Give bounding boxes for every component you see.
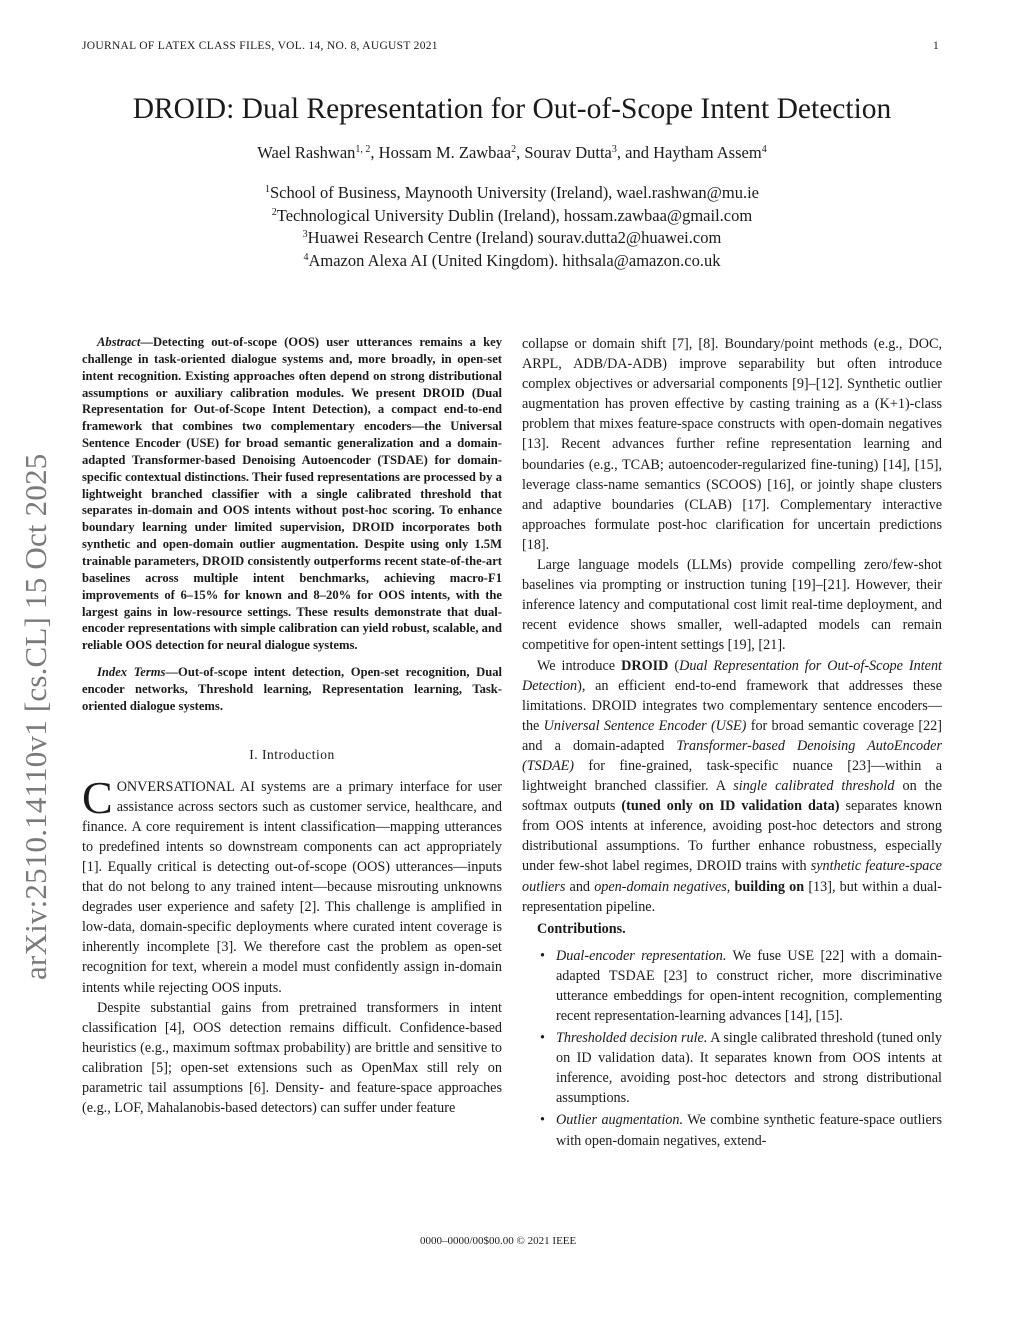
list-item: • Dual-encoder representation. We fuse USE [22] with a domain-adapted TSDAE [23] to construct richer, more discriminative utterance embeddings for open-intent recognition, complementing recent representation-learning advances [14], [15]. xyxy=(556,946,942,1026)
affiliation-num: 1 xyxy=(264,184,270,195)
list-item: • Thresholded decision rule. A single calibrated threshold (tuned only on ID validation data). It separates known from OOS intents at inference, avoiding post-hoc detectors and strong distributional assumptions. xyxy=(556,1028,942,1108)
right-column xyxy=(522,334,942,1153)
affiliation-text: Amazon Alexa AI (United Kingdom). hithsala@amazon.co.uk xyxy=(308,250,721,270)
intro-paragraph-2: Despite substantial gains from pretrained transformers in intent classification [4], OOS detection remains difficult. Confidence-based heuristics (e.g., maximum softmax probability) are brittle and sensitive to calibration [5]; open-set extensions such as OpenMax still rely on parametric tail assumptions [6]. Density- and feature-space approaches (e.g., LOF, Mahalanobis-based detectors) can suffer under feature xyxy=(82,999,502,1117)
affiliation-text: Technological University Dublin (Ireland), hossam.zawbaa@gmail.com xyxy=(276,205,753,225)
abstract-label: Abstract xyxy=(97,335,141,349)
contributions-list xyxy=(522,946,942,1151)
contributions-heading: Contributions. xyxy=(537,920,626,937)
drop-cap: C xyxy=(82,771,113,823)
author-sup: 4 xyxy=(761,144,767,155)
right-paragraph-2: Large language models (LLMs) provide compelling zero/few-shot baselines via prompting or instruction tuning [19]–[21]. However, their inference latency and computational cost limit real-time deployment, and recent evidence shows smaller, well-adapted models can remain competitive for open-intent settings [19], [21]. xyxy=(522,557,942,654)
affiliation-num: 2 xyxy=(271,206,277,218)
abstract-text: —Detecting out-of-scope (OOS) user utterances remains a key challenge in task-oriented dialogue systems and, more broadly, in open-set intent recognition. Existing approaches often depend on strong distributional assumptions or auxiliary calibration modules. We present DROID (Dual Representation for Out-of-Scope Intent Detection), a compact end-to-end framework that combines two complementary encoders—the Universal Sentence Encoder (USE) for broad semantic generalization and a domain-adapted Transformer-based Denoising Autoencoder (TSDAE) for domain-specific contextual distinctions. Their fused representations are processed by a lightweight branched classifier with a single calibrated threshold that separates in-domain and OOS intents without post-hoc scoring. To enhance boundary learning under limited supervision, DROID incorporates both synthetic and open-domain outlier augmentation. Despite using only 1.5M trainable parameters, DROID consistently outperforms recent state-of-the-art baselines across multiple intent benchmarks, achieving macro-F1 improvements of 6–15% for known and 8–20% for OOS intents, with the largest gains in low-resource settings. These results demonstrate that dual-encoder representations with simple calibration can yield robust, scalable, and reliable OOS detection for neural dialogue systems. xyxy=(82,335,502,653)
section-heading: I. Introduction xyxy=(249,746,335,762)
running-head: JOURNAL OF LATEX CLASS FILES, VOL. 14, NO. 8, AUGUST 2021 xyxy=(82,40,438,52)
list-item: • Outlier augmentation. We combine synthetic feature-space outliers with open-domain negatives, extend- xyxy=(556,1110,942,1150)
footer-copyright: 0000–0000/00$00.00 © 2021 IEEE xyxy=(420,1235,577,1247)
index-terms-label: Index Terms xyxy=(97,665,166,680)
affiliation-line xyxy=(0,250,1024,273)
affiliation-num: 3 xyxy=(302,229,308,240)
affiliation-text: Huawei Research Centre (Ireland) sourav.dutta2@huawei.com xyxy=(307,228,722,247)
author-name: , and Haytham Assem xyxy=(616,143,762,162)
author-name: , Hossam M. Zawbaa xyxy=(370,143,512,162)
page-number: 1 xyxy=(933,40,939,52)
author-sup: 1, 2 xyxy=(355,144,371,155)
author-sup: 3 xyxy=(611,144,617,155)
arxiv-stamp: arXiv:2510.14110v1 [cs.CL] 15 Oct 2025 xyxy=(18,453,53,980)
intro-paragraph-1: ONVERSATIONAL AI systems are a primary interface for user assistance across sectors such as customer service, healthcare, and finance. A core requirement is intent classification—mapping utterances to predefined intents so downstream components can act appropriately [1]. Equally critical is detecting out-of-scope (OOS) utterances—inputs that do not belong to any trained intent—because misrouting unknowns degrades user experience and safety [2]. This challenge is amplified in low-data, domain-specific deployments where curated intent coverage is inherently incomplete [3]. We therefore cast the problem as open-set recognition for text, wherein a model must confidently assign in-domain intents while rejecting OOS inputs. xyxy=(82,778,502,996)
author-name: Wael Rashwan xyxy=(257,143,356,162)
index-terms-text: —Out-of-scope intent detection, Open-set recognition, Dual encoder networks, Threshold learning, Representation learning, Task-oriented dialogue systems. xyxy=(82,665,502,713)
index-terms xyxy=(82,664,502,715)
affiliation-line xyxy=(0,182,1024,205)
affiliation-text: School of Business, Maynooth University (Ireland), wael.rashwan@mu.ie xyxy=(269,183,759,202)
affiliation-line xyxy=(0,205,1024,228)
paper-title: DROID: Dual Representation for Out-of-Scope Intent Detection xyxy=(132,93,892,125)
right-paragraph-1: collapse or domain shift [7], [8]. Boundary/point methods (e.g., DOC, ARPL, ADB/DA-ADB) improve separability but often introduce complex objectives or adversarial components [9]–[12]. Synthetic outlier augmentation has proven effective by casting training as a (K+1)-class problem that mixes feature-space constructs with open-domain negatives [13]. Recent advances further refine representation learning and boundaries (e.g., TCAB; autoencoder-regularized fine-tuning) [14], [15], leverage class-name semantics (SCOOS) [16], or jointly shape clusters and adaptive boundaries (CLAB) [17]. Complementary interactive approaches formulate post-hoc clarification for uncertain predictions [18]. xyxy=(522,336,942,553)
affiliation-line xyxy=(0,227,1024,250)
left-column xyxy=(82,334,502,1118)
affiliations xyxy=(0,182,1024,272)
affiliation-num: 4 xyxy=(303,251,309,263)
author-list xyxy=(0,143,1024,163)
abstract xyxy=(82,334,502,654)
right-paragraph-3: We introduce DROID (Dual Representation for Out-of-Scope Intent Detection), an efficient end-to-end framework that addresses these limitations. DROID integrates two complementary sentence encoders—the Universal Sentence Encoder (USE) for broad semantic coverage [22] and a domain-adapted Transformer-based Denoising AutoEncoder (TSDAE) for fine-grained, task-specific nuance [23]—within a lightweight branched classifier. A single calibrated threshold on the softmax outputs (tuned only on ID validation data) separates known from OOS intents at inference, avoiding post-hoc detectors and strong distributional assumptions. To further enhance robustness, especially under few-shot label regimes, DROID trains with synthetic feature-space outliers and open-domain negatives, building on [13], but within a dual-representation pipeline. xyxy=(522,657,942,915)
author-sup: 2 xyxy=(511,144,517,155)
intro-body xyxy=(82,771,502,1119)
author-name: , Sourav Dutta xyxy=(516,143,612,162)
